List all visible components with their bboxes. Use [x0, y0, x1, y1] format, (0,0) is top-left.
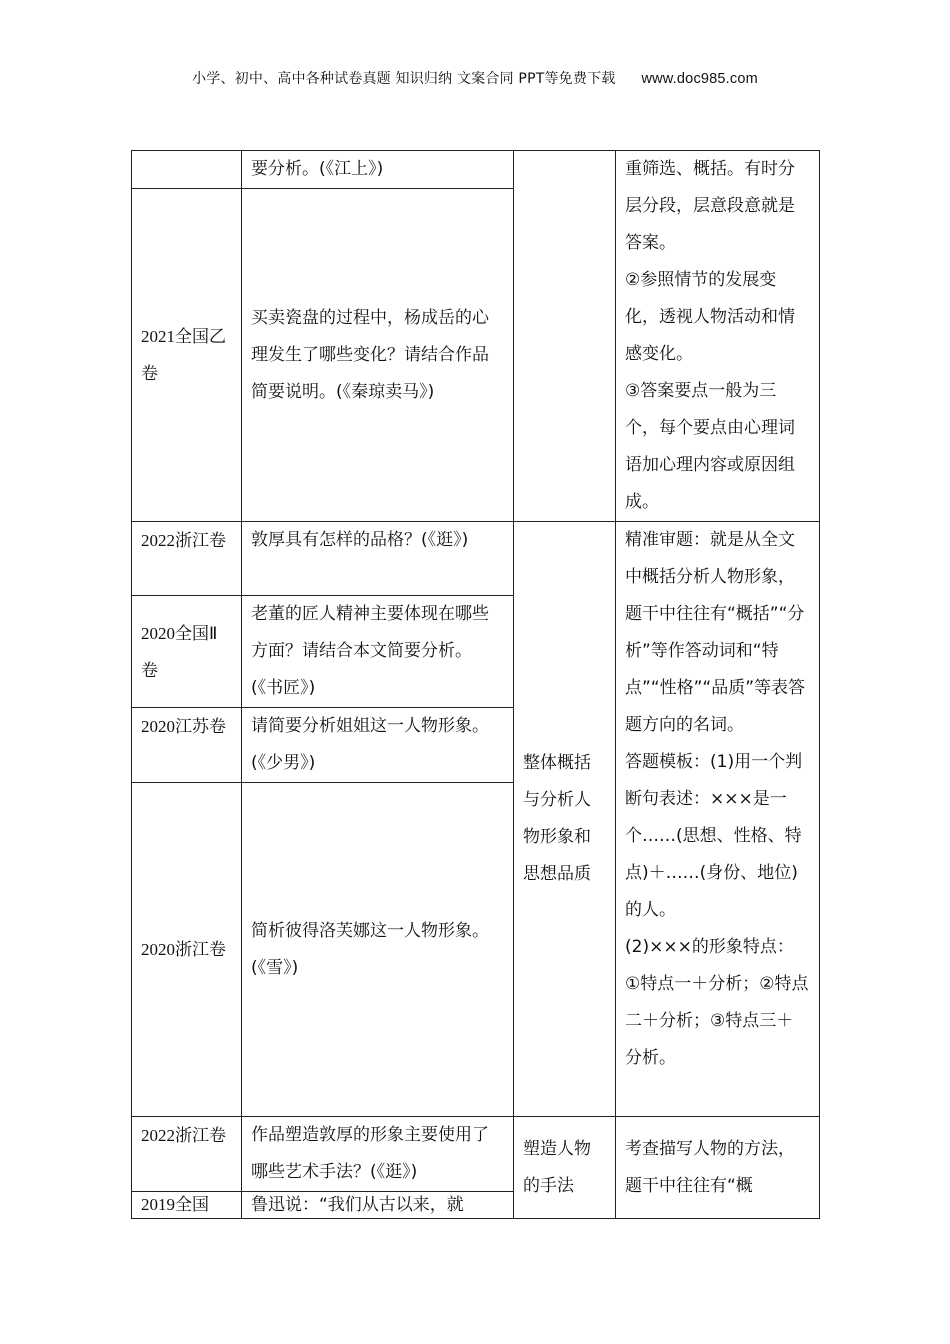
source-cell: 2020江苏卷 [132, 708, 242, 783]
source-cell [132, 151, 242, 189]
method-cell-shaping: 考查描写人物的方法，题干中往往有“概 [616, 1117, 820, 1219]
type-cell-blank [514, 151, 616, 522]
method-cell-psychology: 重筛选、概括。有时分层分段，层意段意就是答案。 ②参照情节的发展变化，透视人物活动和情感变化。 ③答案要点一般为三个，每个要点由心理词语加心理内容或原因组成。 [616, 151, 820, 522]
question-cell: 敦厚具有怎样的品格？(《逛》) [242, 522, 514, 596]
method-cell-character: 精准审题：就是从全文中概括分析人物形象，题干中往往有“概括”“分析”等作答动词和“特点”“性格”“品质”等表答题方向的名词。 答题模板：(1)用一个判断句表述：×××是一个……(思想、性格、特点)＋……(身份、地位)的人。 (2)×××的形象特点： ①特点一＋分析；②特点二＋分析；③特点三＋分析。 [616, 522, 820, 1117]
header-text: 小学、初中、高中各种试卷真题 知识归纳 文案合同 PPT等免费下载 [192, 71, 616, 87]
table-row [132, 522, 820, 596]
source-cell: 2021全国乙卷 [132, 189, 242, 522]
table-row [132, 1117, 820, 1192]
source-cell: 2020全国Ⅱ卷 [132, 596, 242, 708]
type-cell-shaping: 塑造人物的手法 [514, 1117, 616, 1219]
question-cell: 要分析。(《江上》) [242, 151, 514, 189]
type-cell-character: 整体概括与分析人物形象和思想品质 [514, 522, 616, 1117]
question-cell: 鲁迅说：“我们从古以来，就 [242, 1192, 514, 1219]
exam-analysis-table [131, 150, 820, 1219]
header-site: www.doc985.com [641, 71, 758, 87]
question-cell: 作品塑造敦厚的形象主要使用了哪些艺术手法？(《逛》) [242, 1117, 514, 1192]
table-row [132, 151, 820, 189]
page-header [0, 68, 950, 88]
source-cell: 2022浙江卷 [132, 1117, 242, 1192]
question-cell: 老董的匠人精神主要体现在哪些方面？请结合本文简要分析。(《书匠》) [242, 596, 514, 708]
source-cell: 2022浙江卷 [132, 522, 242, 596]
source-cell: 2020浙江卷 [132, 783, 242, 1117]
question-cell: 请简要分析姐姐这一人物形象。(《少男》) [242, 708, 514, 783]
question-cell: 简析彼得洛芙娜这一人物形象。(《雪》) [242, 783, 514, 1117]
source-cell: 2019全国 [132, 1192, 242, 1219]
question-cell: 买卖瓷盘的过程中，杨成岳的心理发生了哪些变化？请结合作品简要说明。(《秦琼卖马》) [242, 189, 514, 522]
